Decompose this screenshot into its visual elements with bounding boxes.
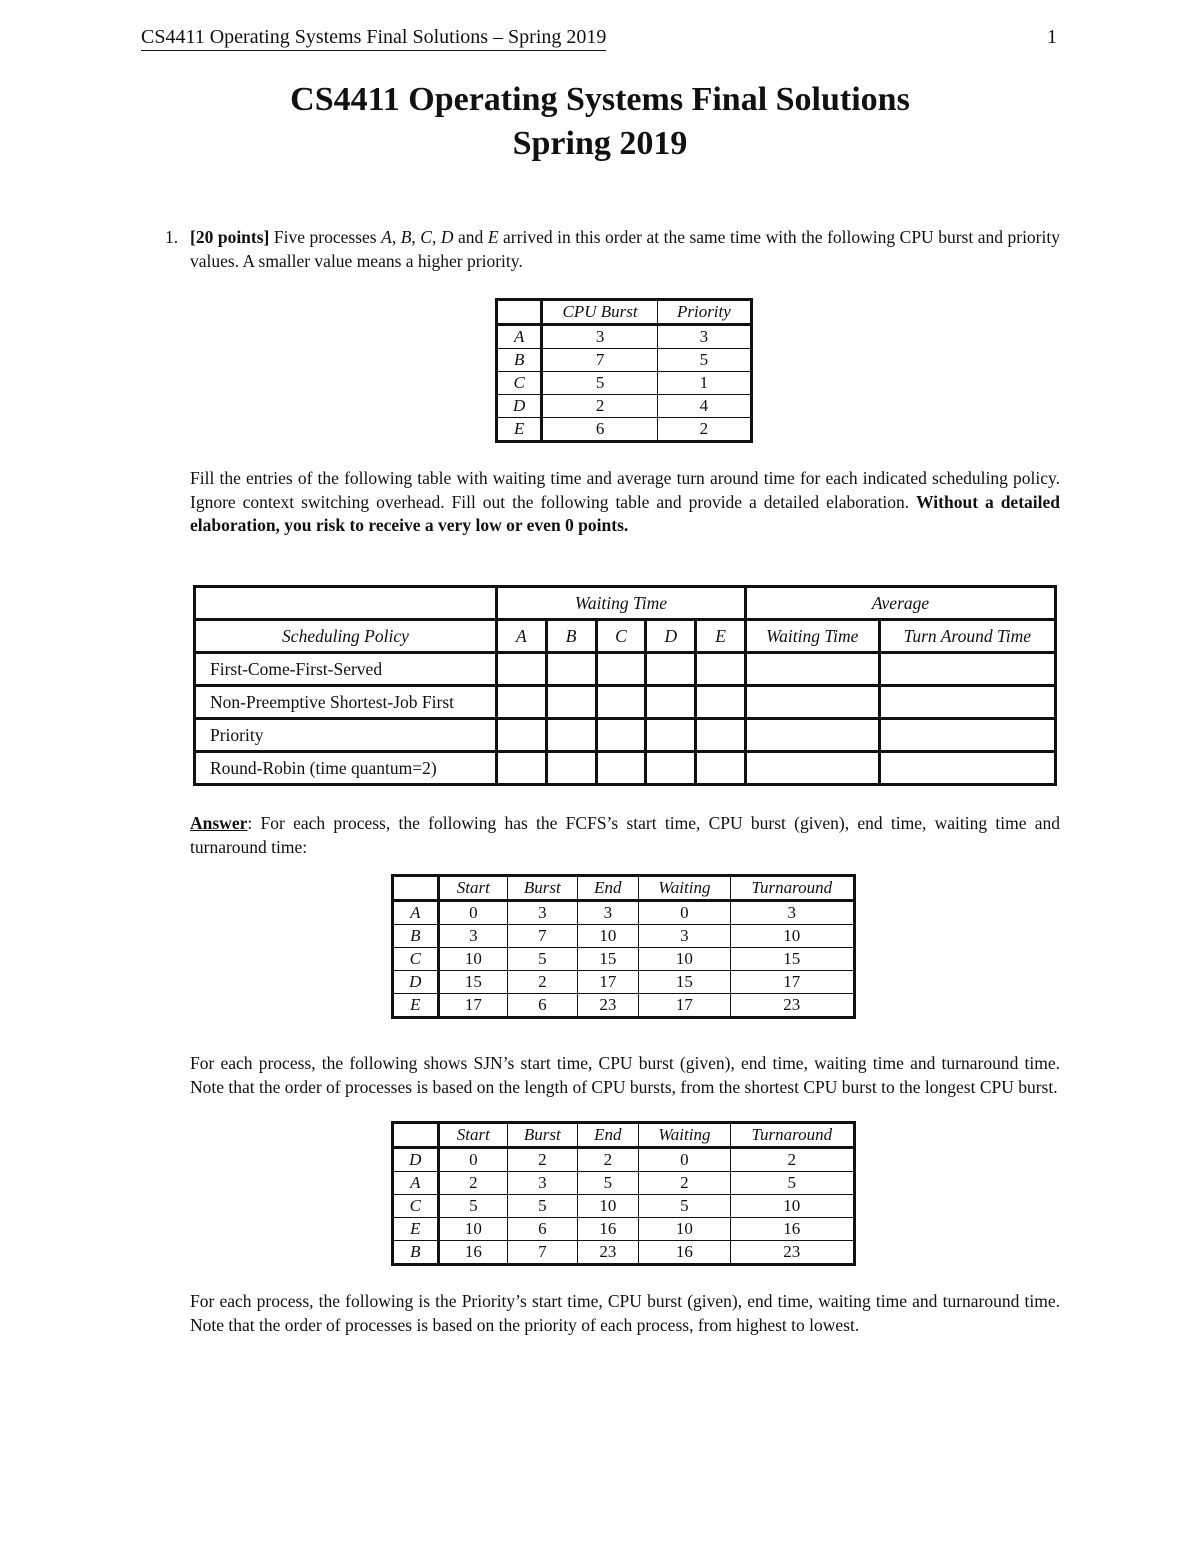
table-row	[393, 1195, 855, 1218]
table-cell: 10	[577, 1195, 639, 1218]
blank-answer-cell	[546, 653, 596, 686]
table-row	[195, 752, 1056, 785]
group-waiting-time: Waiting Time	[496, 587, 745, 620]
blank-answer-cell	[496, 752, 546, 785]
table-cell: 7	[508, 925, 578, 948]
table-cell: 2	[508, 971, 578, 994]
table-cell: 0	[438, 901, 508, 925]
sep2: ,	[411, 227, 421, 247]
blank-answer-cell	[696, 653, 746, 686]
table-cell: A	[497, 325, 542, 349]
table-row	[497, 325, 752, 349]
policy-name: Priority	[195, 719, 497, 752]
policy-name: Round-Robin (time quantum=2)	[195, 752, 497, 785]
burst_table-header-row	[497, 300, 752, 325]
table-cell: 23	[730, 994, 854, 1018]
answer-colon: :	[247, 813, 253, 833]
blank-answer-cell	[696, 752, 746, 785]
table-cell: 3	[657, 325, 751, 349]
document-title	[0, 78, 1200, 166]
table-row	[393, 948, 855, 971]
table-cell: 15	[639, 971, 730, 994]
sjn-intro: For each process, the following shows SJN’s start time, CPU burst (given), end time, waiting time and turnaround time. Note that the order of processes is based on the length of CPU bursts, from the shortest CPU burst to the longest CPU burst.	[190, 1053, 1060, 1097]
table-cell: 10	[730, 1195, 854, 1218]
blank-answer-cell	[879, 752, 1055, 785]
sep3: ,	[431, 227, 441, 247]
table-cell: 16	[438, 1241, 508, 1265]
table-row	[393, 1172, 855, 1195]
col-process: E	[696, 620, 746, 653]
table-cell: 10	[639, 1218, 730, 1241]
table-cell: A	[393, 1172, 439, 1195]
group-average: Average	[745, 587, 1055, 620]
table-cell: 5	[577, 1172, 639, 1195]
blank-answer-cell	[596, 719, 646, 752]
table-row	[393, 994, 855, 1018]
policy-header-row	[195, 620, 1056, 653]
blank-answer-cell	[546, 752, 596, 785]
sep1: ,	[391, 227, 401, 247]
table-cell: 5	[657, 349, 751, 372]
process-b: B	[400, 227, 412, 247]
fcfs-table	[391, 874, 856, 1019]
table-cell: 3	[508, 1172, 578, 1195]
table-cell: 6	[508, 1218, 578, 1241]
answer.sjn_table-header-cell: Start	[438, 1123, 508, 1148]
process-c: C	[420, 227, 432, 247]
blank-answer-cell	[596, 686, 646, 719]
question-text-a: Five processes	[269, 227, 382, 247]
table-cell: 10	[639, 948, 730, 971]
table-row	[497, 418, 752, 442]
table-row	[497, 395, 752, 418]
policy-name: First-Come-First-Served	[195, 653, 497, 686]
table-cell: 6	[542, 418, 657, 442]
table-row	[393, 1218, 855, 1241]
blank-answer-cell	[496, 653, 546, 686]
burst-priority-table	[495, 298, 753, 443]
table-cell: 1	[657, 372, 751, 395]
col-avg-turnaround: Turn Around Time	[879, 620, 1055, 653]
table-cell: D	[393, 971, 439, 994]
table-cell: 17	[577, 971, 639, 994]
blank-answer-cell	[879, 653, 1055, 686]
table-cell: 23	[730, 1241, 854, 1265]
answer.sjn_table-header-row	[393, 1123, 855, 1148]
blank-answer-cell	[596, 653, 646, 686]
blank-answer-cell	[646, 719, 696, 752]
table-row	[497, 372, 752, 395]
policy-name: Non-Preemptive Shortest-Job First	[195, 686, 497, 719]
table-cell: 3	[542, 325, 657, 349]
question-number: 1.	[165, 227, 179, 247]
blank-answer-cell	[496, 686, 546, 719]
col-scheduling-policy: Scheduling Policy	[195, 620, 497, 653]
table-row	[195, 719, 1056, 752]
blank-answer-cell	[696, 719, 746, 752]
blank-answer-cell	[745, 719, 879, 752]
answer.fcfs_table-header-cell: End	[577, 876, 639, 901]
priority-intro: For each process, the following is the Priority’s start time, CPU burst (given), end time, waiting time and turnaround time. Note that the order of processes is based on the priority of each process, from highest to lowest.	[190, 1291, 1060, 1335]
table-cell: 2	[508, 1148, 578, 1172]
blank-answer-cell	[879, 686, 1055, 719]
process-a: A	[381, 227, 392, 247]
table-cell: 10	[438, 1218, 508, 1241]
table-cell: 17	[730, 971, 854, 994]
table-cell: 10	[577, 925, 639, 948]
table-row	[393, 901, 855, 925]
and-word: and	[453, 227, 488, 247]
table-cell: 16	[730, 1218, 854, 1241]
blank-answer-cell	[745, 752, 879, 785]
page-number: 1	[1047, 26, 1057, 48]
table-cell: 17	[639, 994, 730, 1018]
burst_table-header-cell: CPU Burst	[542, 300, 657, 325]
answer.fcfs_table-header-cell: Turnaround	[730, 876, 854, 901]
answer-fcfs-intro	[190, 812, 1060, 859]
table-cell: 0	[639, 1148, 730, 1172]
table-cell: 3	[639, 925, 730, 948]
table-cell: E	[393, 1218, 439, 1241]
table-cell: 5	[508, 1195, 578, 1218]
table-cell: 15	[730, 948, 854, 971]
table-cell: 2	[542, 395, 657, 418]
table-cell: 16	[639, 1241, 730, 1265]
answer.sjn_table-header-cell: End	[577, 1123, 639, 1148]
table-cell: D	[393, 1148, 439, 1172]
table-cell: A	[393, 901, 439, 925]
blank-answer-cell	[745, 653, 879, 686]
answer.fcfs_table-header-row	[393, 876, 855, 901]
table-cell: 5	[639, 1195, 730, 1218]
table-cell: B	[393, 1241, 439, 1265]
blank-answer-cell	[546, 686, 596, 719]
question-text	[190, 226, 1060, 273]
blank-answer-cell	[646, 752, 696, 785]
blank-answer-cell	[496, 719, 546, 752]
table-cell: 6	[508, 994, 578, 1018]
blank-answer-cell	[646, 686, 696, 719]
table-cell: B	[393, 925, 439, 948]
table-cell: 23	[577, 994, 639, 1018]
table-cell: 5	[542, 372, 657, 395]
instructions-warning: Without a detailed elaboration, you risk to receive a very low or even 0 points.	[190, 491, 1060, 535]
instructions-paragraph	[190, 467, 1060, 538]
table-cell: 10	[438, 948, 508, 971]
table-row	[195, 653, 1056, 686]
table-cell: 16	[577, 1218, 639, 1241]
process-d: D	[440, 227, 454, 247]
col-process: B	[546, 620, 596, 653]
answer.fcfs_table-header-cell: Waiting	[639, 876, 730, 901]
answer.sjn_table-header-cell: Waiting	[639, 1123, 730, 1148]
blank-answer-cell	[646, 653, 696, 686]
table-row	[393, 971, 855, 994]
table-cell: D	[497, 395, 542, 418]
table-cell: 7	[508, 1241, 578, 1265]
blank-answer-cell	[696, 686, 746, 719]
col-process: D	[646, 620, 696, 653]
table-cell: 10	[730, 925, 854, 948]
question-text-b: arrived in this order at the same time with the following CPU burst and priority values. A smaller value means a higher priority.	[190, 227, 1060, 271]
instructions-text: Fill the entries of the following table with waiting time and average turn around time for each indicated scheduling policy. Ignore context switching overhead. Fill out the following table and provide a detailed elaboration.	[190, 468, 1060, 512]
table-cell: 4	[657, 395, 751, 418]
table-cell: 17	[438, 994, 508, 1018]
process-e: E	[487, 227, 499, 247]
table-cell: 3	[577, 901, 639, 925]
empty-cell	[195, 587, 497, 620]
table-cell: 3	[508, 901, 578, 925]
table-cell: C	[497, 372, 542, 395]
answer.sjn_table-header-cell: Burst	[508, 1123, 578, 1148]
burst_table-header-cell	[497, 300, 542, 325]
table-cell: 7	[542, 349, 657, 372]
burst_table-header-cell: Priority	[657, 300, 751, 325]
table-cell: 23	[577, 1241, 639, 1265]
table-row	[195, 686, 1056, 719]
sjn-table	[391, 1121, 856, 1266]
blank-answer-cell	[596, 752, 646, 785]
table-row	[393, 1241, 855, 1265]
table-cell: 15	[438, 971, 508, 994]
table-cell: 15	[577, 948, 639, 971]
answer.fcfs_table-header-cell: Burst	[508, 876, 578, 901]
answer.sjn_table-header-cell	[393, 1123, 439, 1148]
table-cell: E	[393, 994, 439, 1018]
fcfs-intro-text: For each process, the following has the FCFS’s start time, CPU burst (given), end time, waiting time and turnaround time:	[190, 813, 1060, 857]
table-cell: 2	[657, 418, 751, 442]
answer.sjn_table-header-cell: Turnaround	[730, 1123, 854, 1148]
table-cell: 3	[730, 901, 854, 925]
table-cell: 5	[730, 1172, 854, 1195]
table-row	[393, 1148, 855, 1172]
col-process: A	[496, 620, 546, 653]
table-cell: 5	[438, 1195, 508, 1218]
table-cell: 2	[577, 1148, 639, 1172]
table-row	[393, 925, 855, 948]
col-process: C	[596, 620, 646, 653]
answer-label: Answer	[190, 813, 248, 833]
table-cell: 0	[438, 1148, 508, 1172]
answer.fcfs_table-header-cell: Start	[438, 876, 508, 901]
scheduling-policy-table	[193, 585, 1057, 786]
table-cell: E	[497, 418, 542, 442]
table-cell: B	[497, 349, 542, 372]
table-cell: 5	[508, 948, 578, 971]
table-row	[497, 349, 752, 372]
col-avg-waiting: Waiting Time	[745, 620, 879, 653]
table-cell: 2	[639, 1172, 730, 1195]
table-cell: 2	[730, 1148, 854, 1172]
question-points: [20 points]	[190, 227, 270, 247]
blank-answer-cell	[745, 686, 879, 719]
document-title-line1: CS4411 Operating Systems Final Solutions	[290, 81, 910, 118]
table-cell: C	[393, 1195, 439, 1218]
table-cell: C	[393, 948, 439, 971]
running-header-title: CS4411 Operating Systems Final Solutions – Spring 2019	[141, 24, 606, 51]
table-cell: 0	[639, 901, 730, 925]
document-title-line2: Spring 2019	[512, 125, 688, 162]
blank-answer-cell	[879, 719, 1055, 752]
blank-answer-cell	[546, 719, 596, 752]
table-cell: 2	[438, 1172, 508, 1195]
policy-group-row	[195, 587, 1056, 620]
answer.fcfs_table-header-cell	[393, 876, 439, 901]
table-cell: 3	[438, 925, 508, 948]
